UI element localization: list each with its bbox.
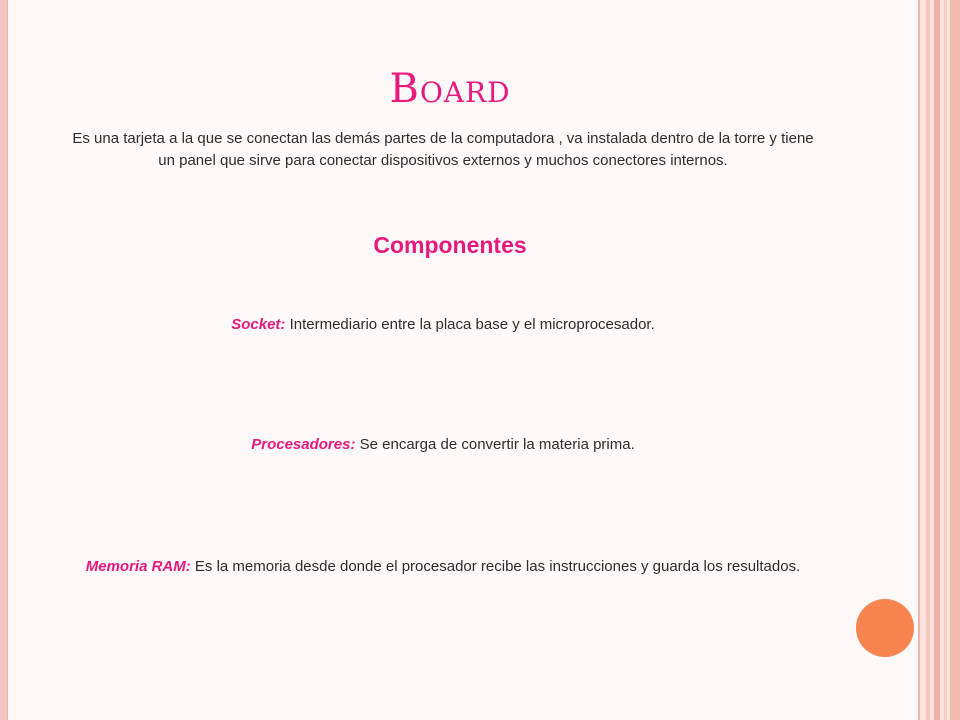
component-term: Procesadores: [251,436,356,453]
right-stripe [950,0,960,720]
component-item-memoria-ram [70,556,816,578]
component-item-socket [40,314,846,336]
slide-title: Board [389,66,511,112]
component-description: Intermediario entre la placa base y el microprocesador. [285,316,655,333]
intro-paragraph: Es una tarjeta a la que se conectan las demás partes de la computadora , va instalada dentro de la torre y tiene un panel que sirve para conectar dispositivos externos y muchos conectores internos. [72,130,814,169]
component-item-procesadores [40,434,846,456]
component-term: Memoria RAM: [85,558,191,575]
components-heading: Componentes [373,232,527,258]
component-description: Es la memoria desde donde el procesador recibe las instrucciones y guarda los resultados. [190,558,801,575]
component-description: Se encarga de convertir la materia prima. [355,436,635,453]
orange-circle-decoration [856,599,914,657]
right-stripe [934,0,940,720]
right-stripe [926,0,930,720]
component-term: Socket: [231,316,286,333]
right-stripe [944,0,947,720]
right-stripe [918,0,920,720]
